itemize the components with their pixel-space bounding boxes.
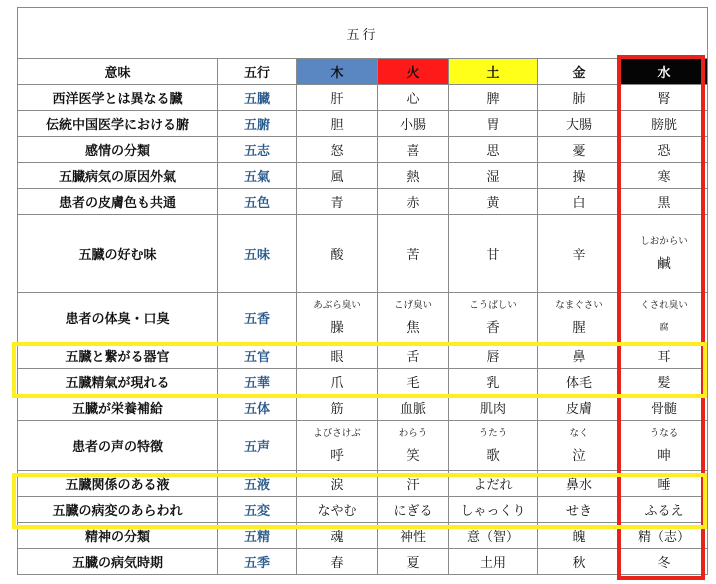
table-row	[18, 215, 708, 293]
row-category: 五志	[218, 137, 297, 163]
table-row	[18, 497, 708, 523]
row-label: 患者の皮膚色も共通	[18, 189, 218, 215]
cell-fire: 血脈	[378, 395, 449, 421]
value: 泣	[572, 447, 586, 464]
cell-water: ふるえ	[621, 497, 708, 523]
cell-earth: 土用	[449, 549, 538, 575]
row-category: 五色	[218, 189, 297, 215]
table-row	[18, 343, 708, 369]
cell-wood: 春	[297, 549, 378, 575]
cell-earth	[449, 421, 538, 471]
cell-water	[621, 215, 708, 293]
cell-wood: 青	[297, 189, 378, 215]
table-row	[18, 111, 708, 137]
table-row	[18, 293, 708, 343]
value: 鹹	[657, 255, 671, 272]
value: 臊	[330, 319, 344, 336]
table-row	[18, 523, 708, 549]
cell-earth: 胃	[449, 111, 538, 137]
cell-water	[621, 421, 708, 471]
reading: なく	[569, 427, 589, 439]
cell-water	[621, 293, 708, 343]
row-label: 五臓精氣が現れる	[18, 369, 218, 395]
table-row	[18, 369, 708, 395]
row-category: 五液	[218, 471, 297, 497]
cell-water: 冬	[621, 549, 708, 575]
cell-water: 腎	[621, 85, 708, 111]
cell-earth: 肌肉	[449, 395, 538, 421]
table-row	[18, 189, 708, 215]
header-row	[18, 59, 708, 85]
reading: うなる	[649, 427, 679, 439]
cell-fire: 喜	[378, 137, 449, 163]
cell-fire: 汗	[378, 471, 449, 497]
cell-earth	[449, 293, 538, 343]
cell-wood: 酸	[297, 215, 378, 293]
cell-metal: 大腸	[538, 111, 621, 137]
cell-earth: 乳	[449, 369, 538, 395]
cell-earth: 湿	[449, 163, 538, 189]
cell-water: 膀胱	[621, 111, 708, 137]
header-fire: 火	[378, 59, 449, 85]
value: 腐	[659, 322, 669, 333]
cell-wood	[297, 421, 378, 471]
row-category: 五香	[218, 293, 297, 343]
table-row	[18, 471, 708, 497]
cell-water: 恐	[621, 137, 708, 163]
reading: わらう	[398, 427, 428, 439]
row-label: 五臓と繋がる器官	[18, 343, 218, 369]
cell-metal: 憂	[538, 137, 621, 163]
row-label: 五臓病気の原因外氣	[18, 163, 218, 189]
reading: なまぐさい	[555, 299, 603, 311]
cell-wood: 胆	[297, 111, 378, 137]
cell-earth: 甘	[449, 215, 538, 293]
cell-metal: 操	[538, 163, 621, 189]
cell-metal: 魄	[538, 523, 621, 549]
row-label: 患者の体臭・口臭	[18, 293, 218, 343]
five-elements-table	[17, 7, 708, 575]
cell-fire: 神性	[378, 523, 449, 549]
value: 腥	[572, 319, 586, 336]
value: 焦	[406, 319, 420, 336]
row-category: 五氣	[218, 163, 297, 189]
cell-water: 黒	[621, 189, 708, 215]
cell-metal: 鼻	[538, 343, 621, 369]
row-category: 五声	[218, 421, 297, 471]
reading: しおからい	[640, 235, 688, 247]
cell-fire: 舌	[378, 343, 449, 369]
reading: くされ臭い	[640, 299, 688, 311]
cell-water: 耳	[621, 343, 708, 369]
header-wood: 木	[297, 59, 378, 85]
row-label: 患者の声の特徴	[18, 421, 218, 471]
cell-fire: 毛	[378, 369, 449, 395]
cell-wood: 魂	[297, 523, 378, 549]
table-row	[18, 85, 708, 111]
reading: うたう	[478, 427, 508, 439]
row-category: 五季	[218, 549, 297, 575]
cell-fire: 夏	[378, 549, 449, 575]
cell-fire	[378, 421, 449, 471]
row-category: 五体	[218, 395, 297, 421]
value: 呻	[657, 447, 671, 464]
cell-metal: 体毛	[538, 369, 621, 395]
cell-wood: なやむ	[297, 497, 378, 523]
cell-earth: よだれ	[449, 471, 538, 497]
row-label: 五臓の病変のあらわれ	[18, 497, 218, 523]
cell-water: 髪	[621, 369, 708, 395]
value: 呼	[330, 447, 344, 464]
header-meaning: 意味	[18, 59, 218, 85]
cell-metal: 白	[538, 189, 621, 215]
row-category: 五腑	[218, 111, 297, 137]
cell-wood	[297, 293, 378, 343]
reading: あぶら臭い	[313, 299, 361, 311]
cell-water: 唾	[621, 471, 708, 497]
cell-fire: 苦	[378, 215, 449, 293]
cell-fire: にぎる	[378, 497, 449, 523]
table-row	[18, 421, 708, 471]
cell-metal	[538, 421, 621, 471]
value: 歌	[486, 447, 500, 464]
cell-wood: 爪	[297, 369, 378, 395]
row-category: 五官	[218, 343, 297, 369]
cell-metal: 辛	[538, 215, 621, 293]
cell-earth: 黄	[449, 189, 538, 215]
row-label: 五臓関係のある液	[18, 471, 218, 497]
cell-earth: 脾	[449, 85, 538, 111]
cell-wood: 怒	[297, 137, 378, 163]
cell-earth: 意（智）	[449, 523, 538, 549]
cell-metal: 秋	[538, 549, 621, 575]
row-label: 精神の分類	[18, 523, 218, 549]
header-water: 水	[621, 59, 708, 85]
cell-earth: しゃっくり	[449, 497, 538, 523]
cell-metal: 皮膚	[538, 395, 621, 421]
cell-wood: 眼	[297, 343, 378, 369]
row-label: 五臓の病気時期	[18, 549, 218, 575]
cell-fire: 赤	[378, 189, 449, 215]
header-category: 五行	[218, 59, 297, 85]
reading: よびさけぶ	[313, 427, 361, 439]
row-label: 五臓の好む味	[18, 215, 218, 293]
cell-wood: 涙	[297, 471, 378, 497]
value: 笑	[406, 447, 420, 464]
cell-fire: 小腸	[378, 111, 449, 137]
row-label: 西洋医学とは異なる臓	[18, 85, 218, 111]
table-row	[18, 163, 708, 189]
cell-earth: 唇	[449, 343, 538, 369]
cell-fire	[378, 293, 449, 343]
table-row	[18, 395, 708, 421]
row-category: 五臓	[218, 85, 297, 111]
cell-metal: 肺	[538, 85, 621, 111]
row-category: 五精	[218, 523, 297, 549]
row-category: 五味	[218, 215, 297, 293]
cell-metal: せき	[538, 497, 621, 523]
row-category: 五華	[218, 369, 297, 395]
header-earth: 土	[449, 59, 538, 85]
reading: こうばしい	[469, 299, 517, 311]
cell-wood: 筋	[297, 395, 378, 421]
header-metal: 金	[538, 59, 621, 85]
row-label: 五臓が栄養補給	[18, 395, 218, 421]
cell-metal: 鼻水	[538, 471, 621, 497]
table-row	[18, 137, 708, 163]
reading: こげ臭い	[393, 299, 432, 311]
cell-metal	[538, 293, 621, 343]
cell-water: 寒	[621, 163, 708, 189]
row-label: 伝統中国医学における腑	[18, 111, 218, 137]
cell-water: 骨髄	[621, 395, 708, 421]
cell-wood: 肝	[297, 85, 378, 111]
row-label: 感情の分類	[18, 137, 218, 163]
table-row	[18, 549, 708, 575]
table-title: 五行	[18, 8, 708, 59]
cell-wood: 風	[297, 163, 378, 189]
cell-fire: 心	[378, 85, 449, 111]
row-category: 五変	[218, 497, 297, 523]
cell-water: 精（志）	[621, 523, 708, 549]
cell-fire: 熱	[378, 163, 449, 189]
value: 香	[486, 319, 500, 336]
cell-earth: 思	[449, 137, 538, 163]
